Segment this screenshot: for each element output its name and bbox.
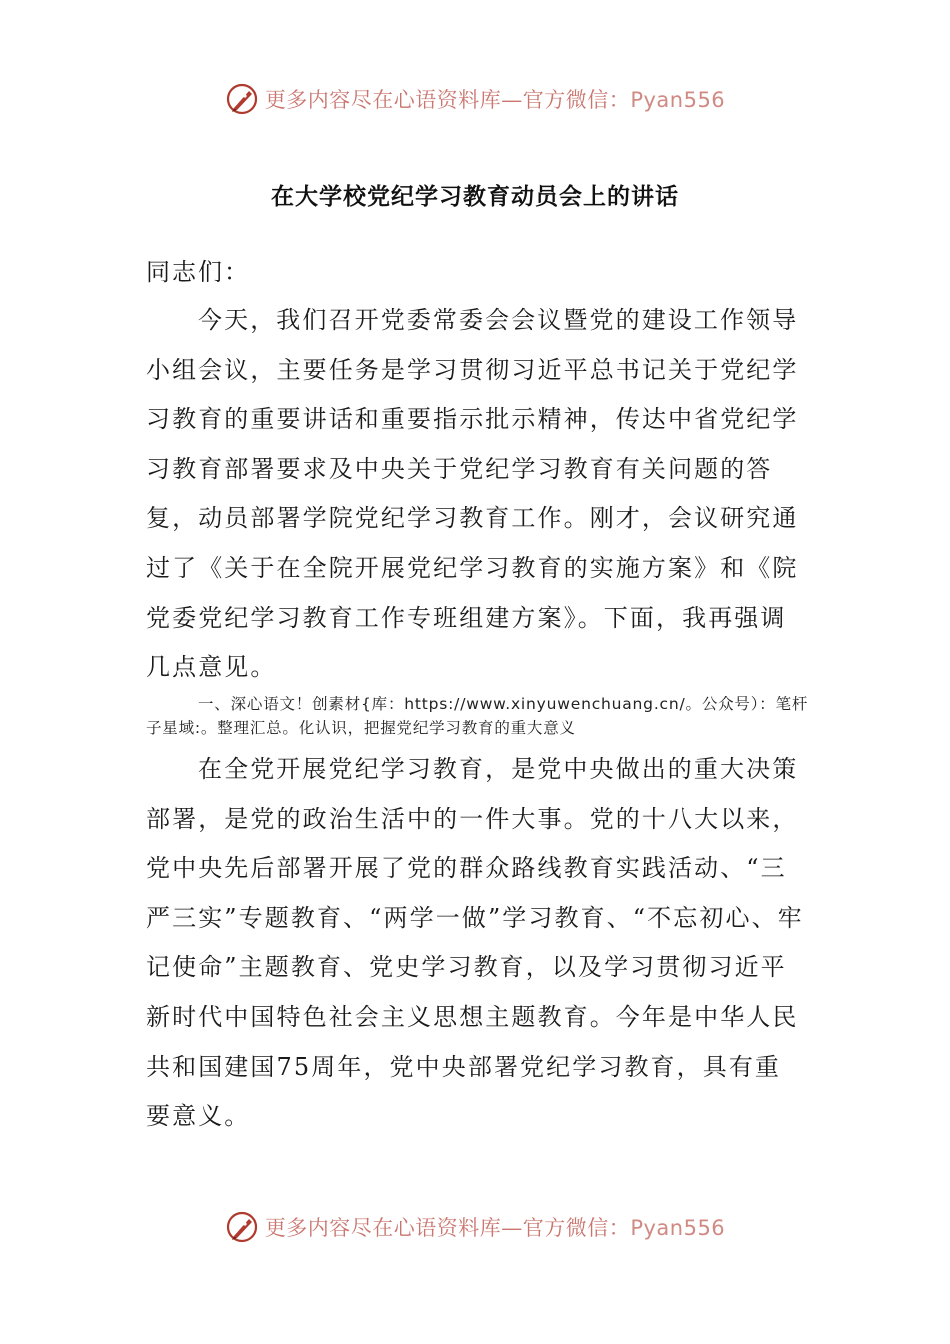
watermark-text xyxy=(265,84,725,114)
pen-logo-icon xyxy=(225,82,259,116)
body-paragraph-1 xyxy=(146,296,806,693)
document-title: 在大学校党纪学习教育动员会上的讲话 xyxy=(271,184,679,210)
watermark-header xyxy=(0,82,950,116)
pen-logo-icon xyxy=(225,1210,259,1244)
watermark-text xyxy=(265,1212,725,1242)
watermark-footer xyxy=(0,1210,950,1244)
paragraph-2-text: 在全党开展党纪学习教育，是党中央做出的重大决策部署，是党的政治生活中的一件大事。党的十八大以来，党中央先后部署开展了党的群众路线教育实践活动、“三严三实”专题教育、“两学一做”学习教育、“不忘初心、牢记使命”主题教育、党史学习教育，以及学习贯彻习近平新时代中国特色社会主义思想主题教育。今年是中华人民共和国建国75周年，党中央部署党纪学习教育，具有重要意义。 xyxy=(146,755,804,1131)
section-heading-1 xyxy=(146,692,816,740)
watermark-label: 更多内容尽在心语资料库—官方微信： xyxy=(264,1216,631,1240)
paragraph-1-text: 今天，我们召开党委常委会会议暨党的建设工作领导小组会议，主要任务是学习贯彻习近平总书记关于党纪学习教育的重要讲话和重要指示批示精神，传达中省党纪学习教育部署要求及中央关于党纪学习教育有关问题的答复，动员部署学院党纪学习教育工作。刚才，会议研究通过了《关于在全院开展党纪学习教育的实施方案》和《院党委党纪学习教育工作专班组建方案》。下面，我再强调几点意见。 xyxy=(146,306,799,682)
watermark-handle: Pyan556 xyxy=(630,1216,726,1240)
salutation: 同志们： xyxy=(146,258,250,286)
body-paragraph-2 xyxy=(146,745,806,1142)
watermark-label: 更多内容尽在心语资料库—官方微信： xyxy=(264,88,631,112)
watermark-handle: Pyan556 xyxy=(630,88,726,112)
section-heading-1-text: 一、深心语文！创素材{库：https://www.xinyuwenchuang.cn/。公众号）：笔杆子星域:。整理汇总。化认识，把握党纪学习教育的重大意义 xyxy=(146,695,809,737)
